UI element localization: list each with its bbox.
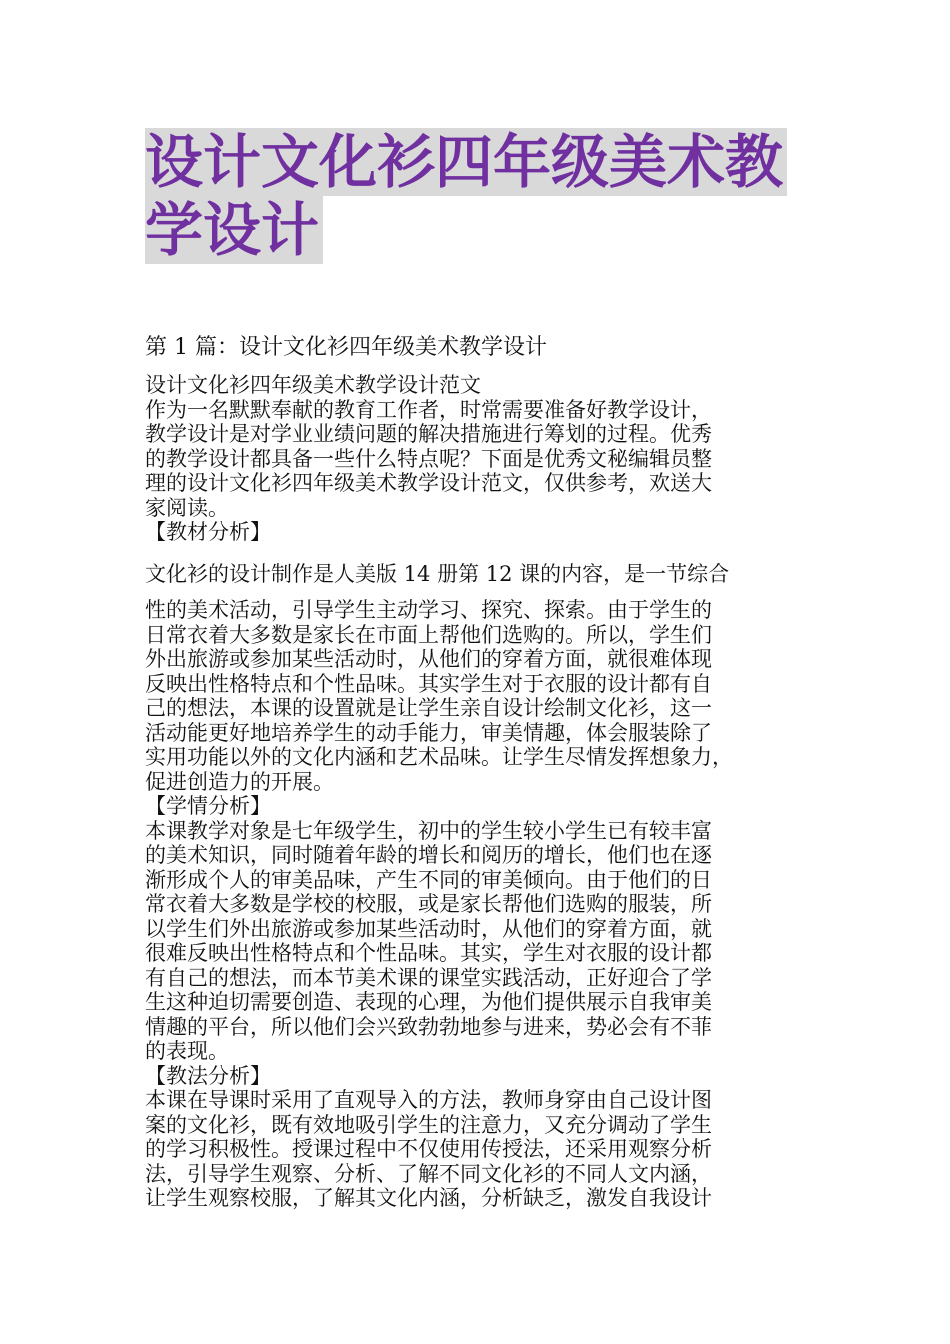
- document-title-line-2: 学设计: [145, 196, 323, 264]
- body-line: 的学习积极性。授课过程中不仅使用传授法，还采用观察分析: [145, 1137, 712, 1161]
- body-line: 法，引导学生观察、分析、了解不同文化衫的不同人文内涵，: [145, 1161, 712, 1186]
- body-block-intro: [145, 373, 810, 545]
- body-line: 的教学设计都具备一些什么特点呢？下面是优秀文秘编辑员整: [145, 446, 712, 471]
- body-line: 生这种迫切需要创造、表现的心理，为他们提供展示自我审美: [145, 990, 712, 1014]
- body-line: 有自己的想法，而本节美术课的课堂实践活动，正好迎合了学: [145, 965, 712, 990]
- body-line: 情趣的平台，所以他们会兴致勃勃地参与进来，势必会有不菲: [145, 1014, 712, 1039]
- body-line: 性的美术活动，引导学生主动学习、探究、探索。由于学生的: [145, 598, 712, 622]
- body-line: 日常衣着大多数是家长在市面上帮他们选购的。所以，学生们: [145, 622, 712, 647]
- body-line: 教学设计是对学业业绩问题的解决措施进行筹划的过程。优秀: [145, 422, 712, 446]
- body-line: 作为一名默默奉献的教育工作者，时常需要准备好教学设计，: [145, 397, 712, 422]
- body-line: 理的设计文化衫四年级美术教学设计范文，仅供参考，欢送大: [145, 471, 712, 495]
- body-line: 本课在导课时采用了直观导入的方法，教师身穿由自己设计图: [145, 1088, 712, 1112]
- body-line: 很难反映出性格特点和个性品味。其实，学生对衣服的设计都: [145, 941, 712, 965]
- body-line: 实用功能以外的文化内涵和艺术品味。让学生尽情发挥想象力，: [145, 745, 733, 769]
- body-line: 活动能更好地培养学生的动手能力，审美情趣，体会服装除了: [145, 720, 712, 745]
- body-line: 常衣着大多数是学校的校服，或是家长帮他们选购的服装，所: [145, 892, 712, 916]
- body-line: 让学生观察校服，了解其文化内涵，分析缺乏，激发自我设计: [145, 1186, 712, 1210]
- document-title-line-1: 设计文化衫四年级美术教: [145, 128, 787, 196]
- body-line: 渐形成个人的审美品味，产生不同的审美倾向。由于他们的日: [145, 867, 712, 892]
- part-heading: 第 1 篇：设计文化衫四年级美术教学设计: [145, 335, 547, 360]
- body-block-main: [145, 598, 810, 1211]
- body-line: 以学生们外出旅游或参加某些活动时，从他们的穿着方面，就: [145, 916, 712, 941]
- body-line: 设计文化衫四年级美术教学设计范文: [145, 373, 481, 397]
- body-line: 本课教学对象是七年级学生，初中的学生较小学生已有较丰富: [145, 818, 712, 843]
- body-line: 家阅读。: [145, 495, 229, 520]
- body-line: 的表现。: [145, 1039, 229, 1063]
- section-label-textbook-analysis: 【教材分析】: [145, 520, 271, 544]
- body-line: 文化衫的设计制作是人美版 14 册第 12 课的内容，是一节综合: [145, 562, 730, 586]
- body-block-textbook-first-line: [145, 562, 810, 587]
- body-line: 反映出性格特点和个性品味。其实学生对于衣服的设计都有自: [145, 671, 712, 696]
- body-line: 外出旅游或参加某些活动时，从他们的穿着方面，就很难体现: [145, 647, 712, 671]
- section-label-student-analysis: 【学情分析】: [145, 794, 271, 818]
- body-line: 案的文化衫，既有效地吸引学生的注意力，又充分调动了学生: [145, 1112, 712, 1137]
- body-line: 促进创造力的开展。: [145, 769, 334, 794]
- section-label-teaching-method-analysis: 【教法分析】: [145, 1063, 271, 1088]
- body-line: 的美术知识，同时随着年龄的增长和阅历的增长，他们也在逐: [145, 843, 712, 867]
- body-line: 己的想法，本课的设置就是让学生亲自设计绘制文化衫，这一: [145, 696, 712, 720]
- document-title: [145, 128, 825, 264]
